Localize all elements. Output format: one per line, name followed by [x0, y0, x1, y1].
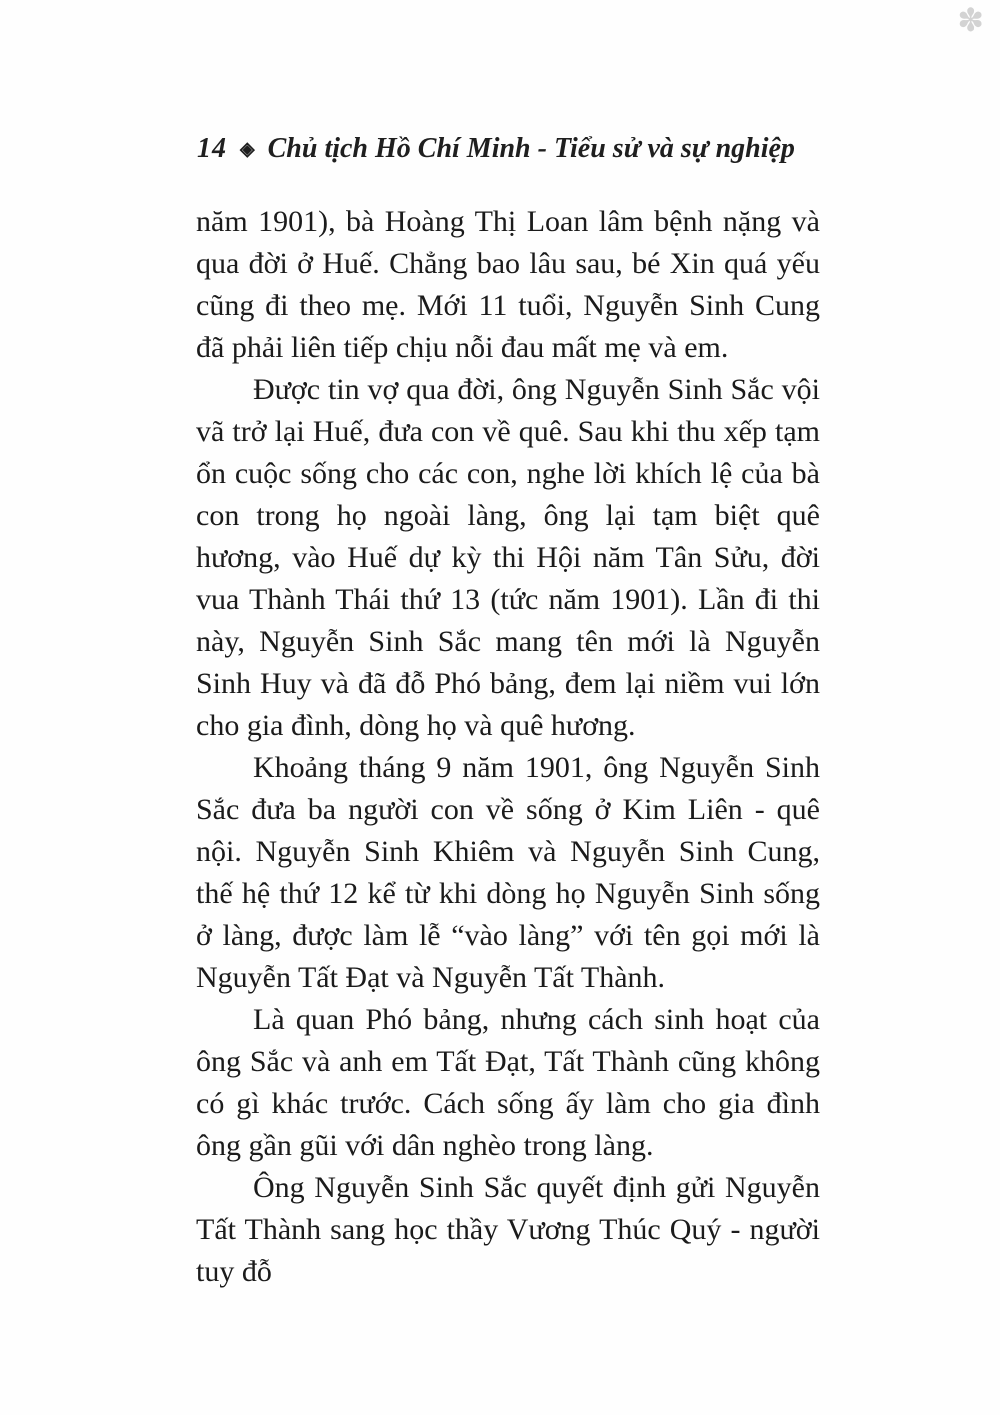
- running-title: Chủ tịch Hồ Chí Minh - Tiểu sử và sự nghiệp: [267, 133, 795, 164]
- page-number: 14: [197, 133, 227, 164]
- paragraph: Ông Nguyễn Sinh Sắc quyết định gửi Nguyễn Tất Thành sang học thầy Vương Thúc Quý - người tuy đỗ: [196, 1171, 820, 1288]
- paragraph: năm 1901), bà Hoàng Thị Loan lâm bệnh nặng và qua đời ở Huế. Chẳng bao lâu sau, bé Xin quá yếu cũng đi theo mẹ. Mới 11 tuổi, Nguyễn Sinh Cung đã phải liên tiếp chịu nỗi đau mất mẹ và em.: [196, 205, 820, 364]
- flower-watermark-icon: ✽: [957, 2, 984, 38]
- paragraph: Là quan Phó bảng, nhưng cách sinh hoạt của ông Sắc và anh em Tất Đạt, Tất Thành cũng không có gì khác trước. Cách sống ấy làm cho gia đình ông gần gũi với dân nghèo trong làng.: [196, 1003, 820, 1162]
- paragraph: Được tin vợ qua đời, ông Nguyễn Sinh Sắc vội vã trở lại Huế, đưa con về quê. Sau khi thu xếp tạm ổn cuộc sống cho các con, nghe lời khích lệ của bà con trong họ ngoài làng, ông lại tạm biệt quê hương, vào Huế dự kỳ thi Hội năm Tân Sửu, đời vua Thành Thái thứ 13 (tức năm 1901). Lần đi thi này, Nguyễn Sinh Sắc mang tên mới là Nguyễn Sinh Huy và đã đỗ Phó bảng, đem lại niềm vui lớn cho gia đình, dòng họ và quê hương.: [196, 373, 820, 742]
- diamond-separator-icon: ◈: [240, 139, 255, 160]
- paragraph: Khoảng tháng 9 năm 1901, ông Nguyễn Sinh Sắc đưa ba người con về sống ở Kim Liên - quê nội. Nguyễn Sinh Khiêm và Nguyễn Sinh Cung, thế hệ thứ 12 kể từ khi dòng họ Nguyễn Sinh sống ở làng, được làm lễ “vào làng” với tên gọi mới là Nguyễn Tất Đạt và Nguyễn Tất Thành.: [196, 751, 820, 994]
- page-header: [197, 133, 795, 165]
- page-body: [196, 201, 820, 1293]
